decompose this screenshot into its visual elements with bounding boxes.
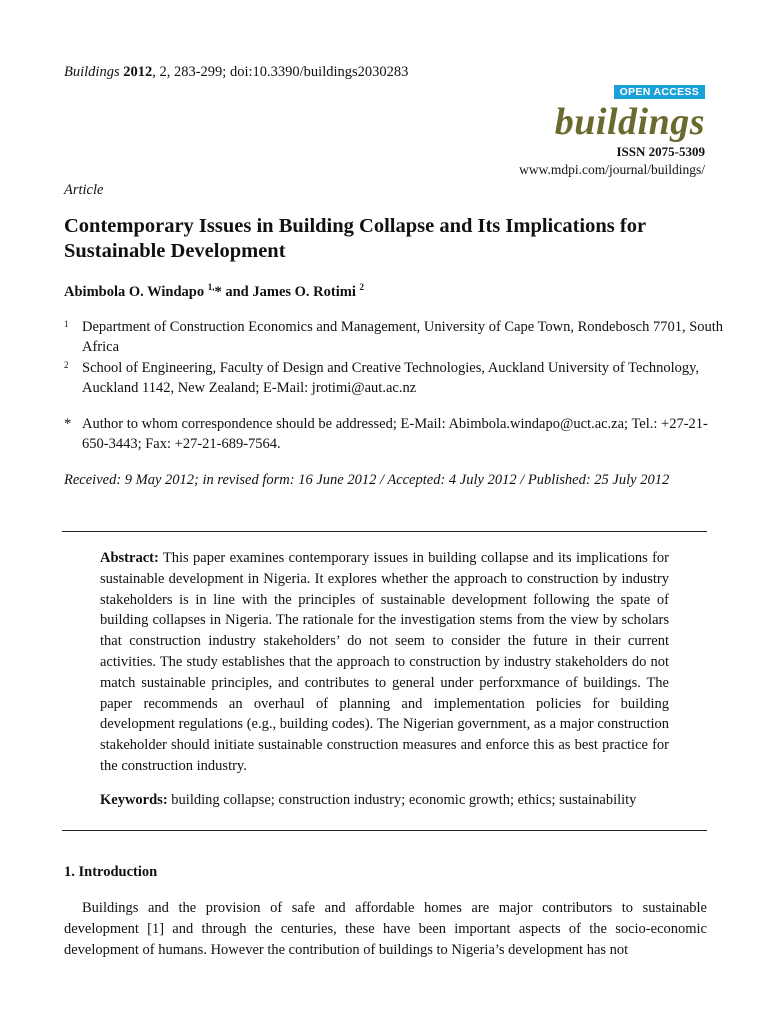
citation-rest: , 2, 283-299; doi:10.3390/buildings2030283	[152, 64, 409, 80]
author-affiliation-mark: 1,	[207, 282, 215, 292]
divider	[62, 531, 707, 532]
citation-journal: Buildings	[64, 64, 120, 80]
affiliation-mark: 2	[64, 360, 69, 370]
correspondence	[64, 414, 724, 454]
keywords-label: Keywords:	[100, 792, 168, 808]
journal-logo: buildings	[554, 101, 705, 143]
abstract-label: Abstract:	[100, 550, 159, 566]
abstract-text: This paper examines contemporary issues in building collapse and its implications for sustainable development in Nigeria. It explores whether the approach to construction by industry stakeholders is in line with the principles of sustainable development following the spate of building collapses in Nigeria. The rationale for the investigation stems from the view by scholars that construction industry stakeholders’ do not seem to consider the future in their current activities. The study establishes that the approach to construction by industry stakeholders do not match sustainable principles, and contributes to general under perforxmance of buildings. The paper recommends an overhaul of planning and implementation policies for building development regulations (e.g., building codes). The Nigerian government, as a major construction stakeholder should initiate sustainable construction measures and enforce this as best practice for the construction industry.	[100, 550, 669, 774]
correspondence-mark: *	[64, 416, 72, 432]
corresponding-mark: *	[214, 283, 222, 300]
affiliation	[64, 358, 724, 398]
divider	[62, 830, 707, 831]
abstract	[100, 548, 669, 777]
affiliation-text: Department of Construction Economics and Management, University of Cape Town, Rondebosch 7701, South Africa	[82, 319, 724, 355]
author-name: Abimbola O. Windapo	[64, 283, 205, 300]
author-affiliation-mark: 2	[359, 282, 364, 292]
author-conjunction: and	[221, 283, 253, 300]
keywords-text: building collapse; construction industry; economic growth; ethics; sustainability	[167, 792, 637, 808]
open-access-badge: OPEN ACCESS	[614, 85, 705, 99]
issn: ISSN 2075-5309	[616, 144, 705, 159]
affiliation-mark: 1	[64, 319, 69, 329]
author-name: James O. Rotimi	[252, 283, 356, 300]
keywords	[100, 792, 700, 809]
citation-year: 2012	[123, 64, 153, 80]
affiliation	[64, 317, 724, 357]
author-list	[64, 282, 364, 301]
journal-url[interactable]: www.mdpi.com/journal/buildings/	[519, 162, 705, 177]
article-type: Article	[64, 182, 104, 198]
publication-dates: Received: 9 May 2012; in revised form: 16 June 2012 / Accepted: 4 July 2012 / Published: 25 July 2012	[64, 472, 670, 488]
correspondence-text: Author to whom correspondence should be addressed; E-Mail: Abimbola.windapo@uct.ac.za; Tel.: +27-21-650-3443; Fax: +27-21-689-7564.	[82, 416, 708, 452]
section-heading: 1. Introduction	[64, 864, 158, 880]
citation-line	[64, 64, 408, 81]
affiliation-text: School of Engineering, Faculty of Design and Creative Technologies, Auckland University of Technology, Auckland 1142, New Zealand; E-Mail: jrotimi@aut.ac.nz	[82, 360, 700, 396]
paper-title: Contemporary Issues in Building Collapse and Its Implications for Sustainable Development	[64, 215, 646, 262]
body-paragraph: Buildings and the provision of safe and affordable homes are major contributors to sustainable development [1] and through the centuries, these have been important aspects of the socio-economic development of humans. However the contribution of buildings to Nigeria’s development has not	[64, 900, 707, 958]
